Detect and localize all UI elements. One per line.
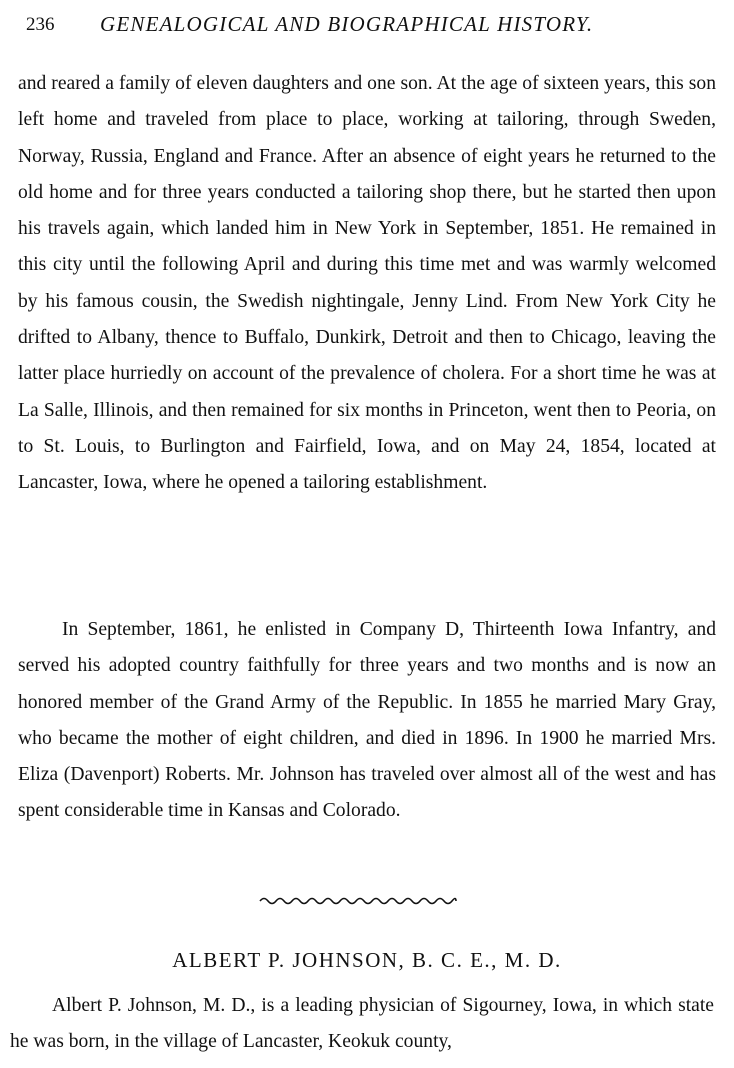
- body-paragraph-2: In September, 1861, he enlisted in Company D, Thirteenth Iowa Infantry, and served his adopted country faithfully for three years and two months and is now an honored member of the Grand Army of the Republic. In 1855 he married Mary Gray, who became the mother of eight children, and died in 1896. In 1900 he married Mrs. Eliza (Davenport) Roberts. Mr. Johnson has traveled over almost all of the west and has spent considerable time in Kansas and Colorado.: [18, 619, 716, 822]
- section-divider-ornament: [258, 893, 458, 909]
- page-number: 236: [26, 14, 55, 35]
- running-title: GENEALOGICAL AND BIOGRAPHICAL HISTORY.: [100, 12, 594, 36]
- body-paragraph-3: Albert P. Johnson, M. D., is a leading physician of Sigourney, Iowa, in which state he was born, in the village of Lancaster, Keokuk county,: [10, 995, 714, 1052]
- page-header: [20, 10, 720, 40]
- body-paragraph-1: and reared a family of eleven daughters and one son. At the age of sixteen years, this son left home and traveled from place to place, working at tailoring, through Sweden, Norway, Russia, England and France. After an absence of eight years he returned to the old home and for three years conducted a tailoring shop there, but he started then upon his travels again, which landed him in New York in September, 1851. He remained in this city until the following April and during this time met and was warmly welcomed by his famous cousin, the Swedish nightingale, Jenny Lind. From New York City he drifted to Albany, thence to Buffalo, Dunkirk, Detroit and then to Chicago, leaving the latter place hurriedly on account of the prevalence of cholera. For a short time he was at La Salle, Illinois, and then remained for six months in Princeton, went then to Peoria, on to St. Louis, to Burlington and Fairfield, Iowa, and on May 24, 1854, located at Lancaster, Iowa, where he opened a tailoring establishment.: [18, 73, 716, 494]
- section-heading: ALBERT P. JOHNSON, B. C. E., M. D.: [172, 948, 562, 972]
